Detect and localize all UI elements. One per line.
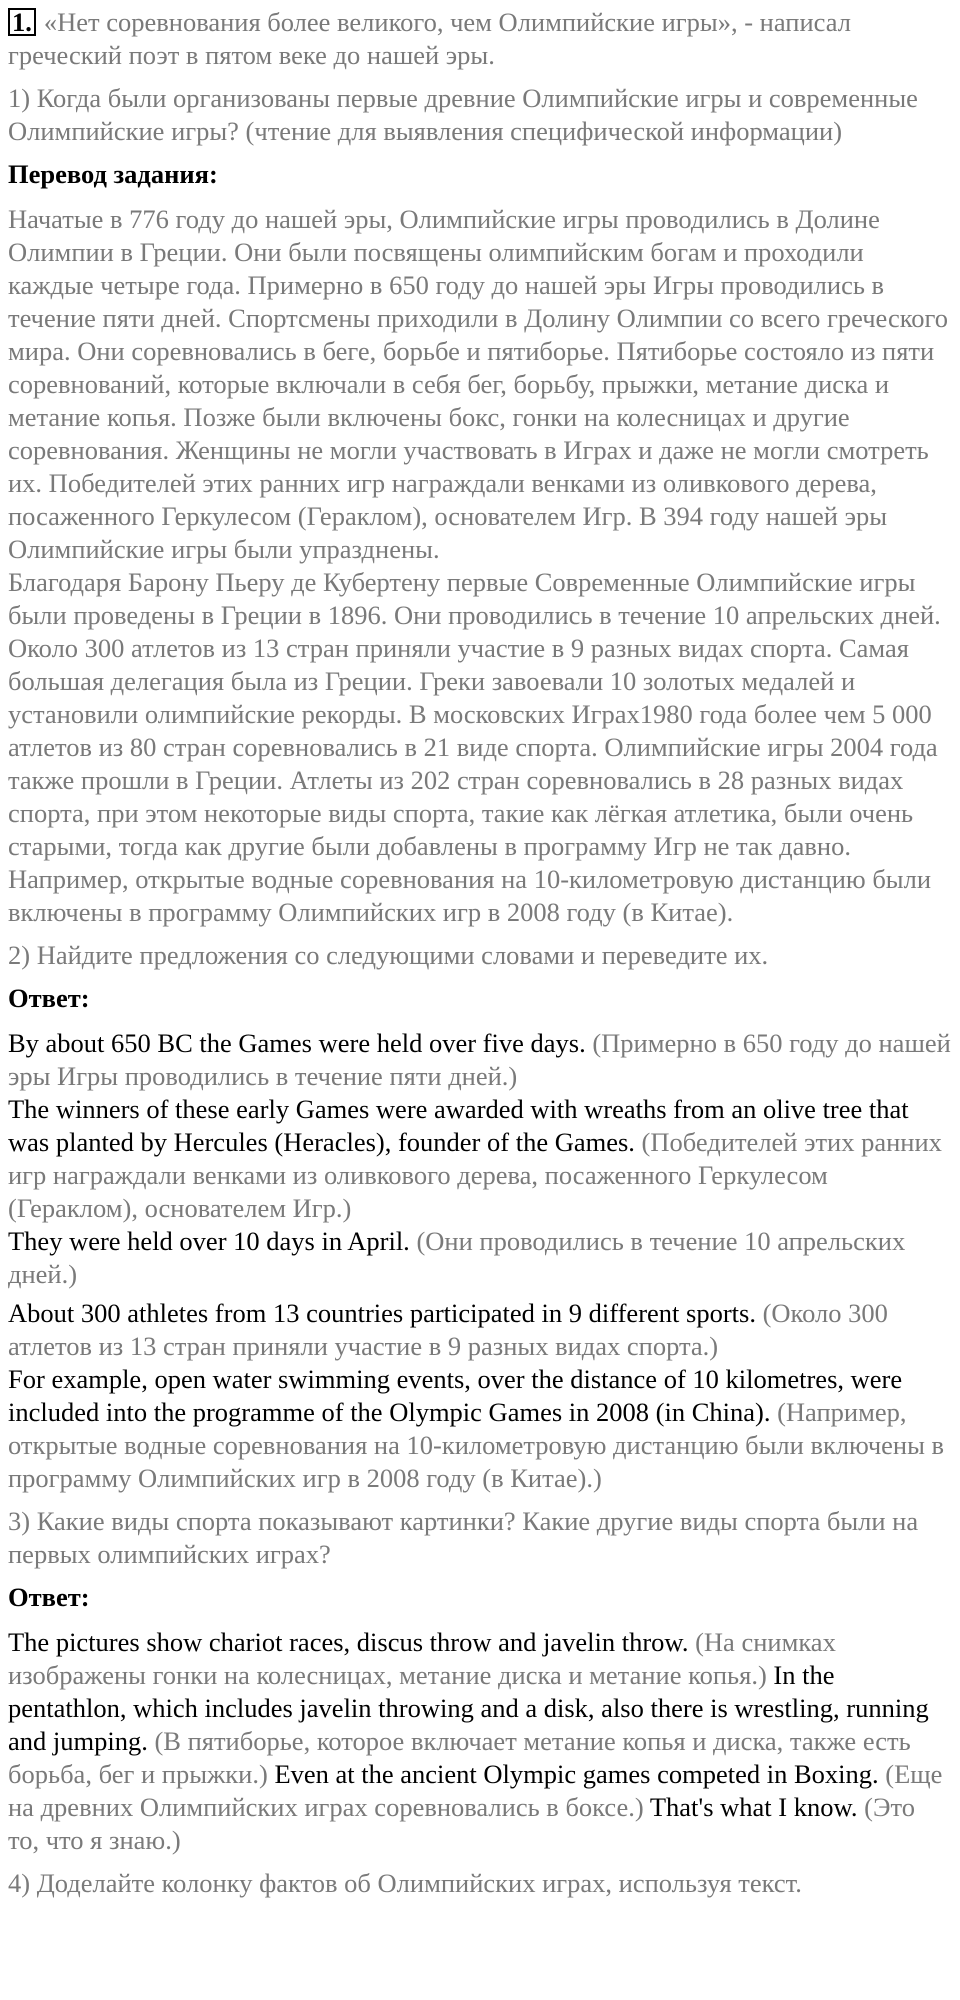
answer-2-item [8, 1363, 952, 1495]
answer-2-item [8, 1027, 952, 1093]
answer-russian-translation: (Примерно в 650 году до нашей эры Игры проводились в течение пяти дней.) [8, 1028, 951, 1091]
question-3: 3) Какие виды спорта показывают картинки? Какие другие виды спорта были на первых олимпийских играх? [8, 1506, 919, 1569]
task-intro [8, 6, 952, 72]
answer-english-sentence: By about 650 BC the Games were held over five days. [8, 1028, 586, 1058]
answer-2-item [8, 1225, 952, 1291]
answer-russian-translation: (Они проводились в течение 10 апрельских дней.) [8, 1226, 906, 1289]
answer-label-2: Ответ: [8, 983, 90, 1013]
translation-paragraph-2: Благодаря Барону Пьеру де Кубертену первые Современные Олимпийские игры были проведены в Греции в 1896. Они проводились в течение 10 апрельских дней. Около 300 атлетов из 13 стран приняли участие в 9 разных видах спорта. Самая большая делегация была из Греции. Греки завоевали 10 золотых медалей и установили олимпийские рекорды. В московских Играх1980 года более чем 5 000 атлетов из 80 стран соревновались в 21 виде спорта. Олимпийские игры 2004 года также прошли в Греции. Атлеты из 202 стран соревновались в 28 разных видах спорта, при этом некоторые виды спорта, такие как лёгкая атлетика, были очень старыми, тогда как другие были добавлены в программу Игр не так давно. Например, открытые водные соревнования на 10-километровую дистанцию были включены в программу Олимпийских игр в 2008 году (в Китае). [8, 567, 941, 927]
question-2: 2) Найдите предложения со следующими словами и переведите их. [8, 940, 769, 970]
answer-english-sentence: For example, open water swimming events, over the distance of 10 kilometres, were included into the programme of the Olympic Games in 2008 (in China). [8, 1364, 903, 1427]
answer-label-3: Ответ: [8, 1582, 90, 1612]
answer-english-sentence: Even at the ancient Olympic games competed in Boxing. [274, 1759, 879, 1789]
translation-paragraph-1: Начатые в 776 году до нашей эры, Олимпийские игры проводились в Долине Олимпии в Греции. Они были посвящены олимпийским богам и проходили каждые четыре года. Примерно в 650 году до нашей эры Игры проводились в течение пяти дней. Спортсмены приходили в Долину Олимпии со всего греческого мира. Они соревновались в беге, борьбе и пятиборье. Пятиборье состояло из пяти соревнований, которые включали в себя бег, борьбу, прыжки, метание диска и метание копья. Позже были включены бокс, гонки на колесницах и другие соревнования. Женщины не могли участвовать в Играх и даже не могли смотреть их. Победителей этих ранних игр награждали венками из оливкового дерева, посаженного Геркулесом (Гераклом), основателем Игр. В 394 году нашей эры Олимпийские игры были упразднены. [8, 204, 948, 564]
answer-3-paragraph [8, 1626, 952, 1857]
answer-english-sentence: In the pentathlon, which includes javelin throwing and a disk, also there is wrestling, running and jumping. [8, 1660, 929, 1756]
question-1: 1) Когда были организованы первые древние Олимпийские игры и современные Олимпийские игры? (чтение для выявления специфической информации) [8, 83, 918, 146]
answer-english-sentence: That's what I know. [649, 1792, 858, 1822]
answer-english-sentence: The winners of these early Games were awarded with wreaths from an olive tree that was planted by Hercules (Heracles), founder of the Games. [8, 1094, 909, 1157]
answer-russian-translation: (Например, открытые водные соревнования на 10-километровую дистанцию были включены в программу Олимпийских игр в 2008 году (в Китае).) [8, 1397, 945, 1493]
task-number: 1. [8, 8, 36, 36]
translation-label: Перевод задания: [8, 159, 218, 189]
answer-english-sentence: They were held over 10 days in April. [8, 1226, 410, 1256]
answer-english-sentence: The pictures show chariot races, discus throw and javelin throw. [8, 1627, 689, 1657]
question-4: 4) Доделайте колонку фактов об Олимпийских играх, используя текст. [8, 1868, 802, 1898]
answer-russian-translation: (Победителей этих ранних игр награждали венками из оливкового дерева, посаженного Геркулесом (Гераклом), основателем Игр.) [8, 1127, 942, 1223]
answer-english-sentence: About 300 athletes from 13 countries participated in 9 different sports. [8, 1298, 756, 1328]
answer-2-item [8, 1297, 952, 1363]
answer-2-item [8, 1093, 952, 1225]
answer-russian-translation: (В пятиборье, которое включает метание копья и диска, также есть борьба, бег и прыжки.) [8, 1726, 911, 1789]
answer-russian-translation: (Около 300 атлетов из 13 стран приняли участие в 9 разных видах спорта.) [8, 1298, 888, 1361]
task-intro-text: «Нет соревнования более великого, чем Олимпийские игры», - написал греческий поэт в пятом веке до нашей эры. [8, 7, 851, 70]
answer-russian-translation: (На снимках изображены гонки на колесницах, метание диска и метание копья.) [8, 1627, 836, 1690]
answer-russian-translation: (Еще на древних Олимпийских играх соревновались в боксе.) [8, 1759, 943, 1822]
answer-russian-translation: (Это то, что я знаю.) [8, 1792, 915, 1855]
